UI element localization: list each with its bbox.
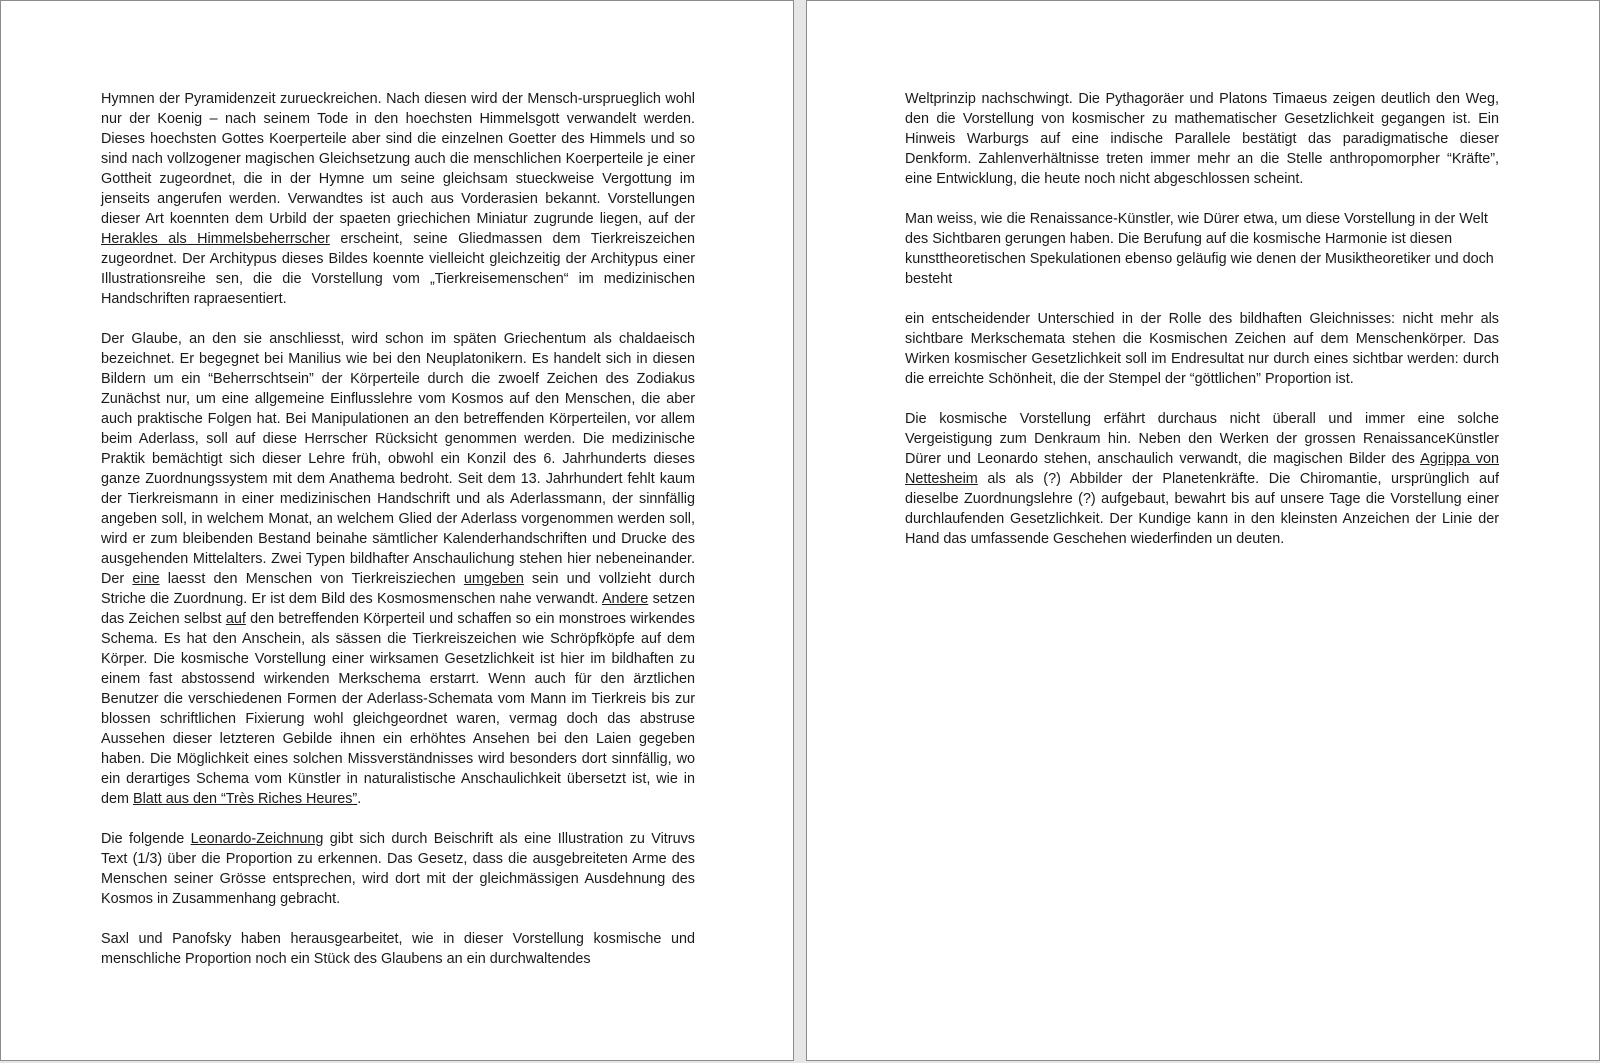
- underlined-term: Leonardo-Zeichnung: [190, 831, 324, 847]
- paragraph: [905, 309, 1499, 389]
- paragraph: [101, 89, 695, 309]
- text-run: laesst den Menschen von Tierkreisziechen: [159, 571, 464, 587]
- underlined-term: Herakles als Himmelsbeherrscher: [101, 231, 330, 247]
- paragraph: [905, 409, 1499, 549]
- underlined-term: umgeben: [463, 571, 524, 587]
- text-run: ein entscheidender Unterschied in der Rolle des bildhaften Gleichnisses: nicht mehr als sichtbare Merkschemata stehen die Kosmischen Zeichen auf dem Menschenkörper. Das Wirken kosmischer Gesetzlichkeit soll im Endresultat nur durch eines sichtbar werden: durch die erreichte Schönheit, die der Stempel der “göttlichen” Proportion ist.: [905, 311, 1499, 387]
- text-run: Die kosmische Vorstellung erfährt durchaus nicht überall und immer eine solche Vergeistigung zum Denkraum hin. Neben den Werken der grossen RenaissanceKünstler Dürer und Leonardo stehen, anschaulich verwandt, die magischen Bilder des: [905, 411, 1499, 467]
- left-page-text: [101, 89, 695, 989]
- text-run: setzen das Zeichen selbst: [101, 591, 695, 627]
- underlined-term: eine: [132, 571, 160, 587]
- text-run: erscheint, seine Gliedmassen dem Tierkreiszeichen zugeordnet. Der Architypus dieses Bildes koennte vielleicht gleichzeitig der Architypus einer Illustrationsreihe sen, die die Vorstellung vom „Tierkreisemenschen“ im medizinischen Handschriften rapraesentiert.: [101, 231, 695, 307]
- underlined-term: Agrippa von Nettesheim: [905, 451, 1499, 487]
- left-page: [0, 0, 794, 1061]
- text-run: .: [357, 791, 362, 807]
- text-run: Der Glaube, an den sie anschliesst, wird schon im späten Griechentum als chaldaeisch bezeichnet. Er begegnet bei Manilius wie bei den Neuplatonikern. Es handelt sich in diesen Bildern um ein “Beherrschtsein” der Körperteile durch die zwoelf Zeichen des Zodiakus Zunächst nur, um eine allgemeine Einflusslehre vom Kosmos auf den Menschen, die aber auch praktische Folgen hat. Bei Manipulationen an den betreffenden Körperteilen, vor allem beim Aderlass, soll auf diese Herrscher Rücksicht genommen werden. Die medizinische Praktik bemächtigt sich dieser Lehre früh, obwohl ein Konzil des 6. Jahrhunderts dieses ganze Zuordnungssystem mit dem Anathema bedroht. Seit dem 13. Jahrhundert fehlt kaum der Tierkreismann in einer medizinischen Handschrift und als Aderlassmann, der sinnfällig angeben soll, in welchem Monat, an welchem Glied der Aderlass vorgenommen werden soll, wird er zum bleibenden Bestand beinahe sämtlicher Kalenderhandschriften und Drucke des ausgehenden Mittelalters. Zwei Typen bildhafter Anschaulichung stehen hier nebeneinander. Der: [101, 331, 695, 587]
- paragraph: [905, 209, 1499, 289]
- text-run: Saxl und Panofsky haben herausgearbeitet, wie in dieser Vorstellung kosmische und menschliche Proportion noch ein Stück des Glaubens an ein durchwaltendes: [101, 931, 695, 967]
- paragraph: [101, 329, 695, 809]
- underlined-term: auf: [225, 611, 246, 627]
- text-run: als als (?) Abbilder der Planetenkräfte. Die Chiromantie, ursprünglich auf dieselbe Zuordnungslehre (?) aufgebaut, bewahrt bis auf unsere Tage die Vorstellung einer durchlaufenden Gesetzlichkeit. Der Kundige kann in den kleinsten Anzeichen der Linie der Hand das umfassende Geschehen wiederfinden un deuten.: [905, 471, 1499, 547]
- right-page-text: [905, 89, 1499, 569]
- paragraph: [101, 929, 695, 969]
- right-page: [806, 0, 1600, 1061]
- text-run: gibt sich durch Beischrift als eine Illustration zu Vitruvs Text (1/3) über die Proportion zu erkennen. Das Gesetz, dass die ausgebreiteten Arme des Menschen seiner Grösse entsprechen, wird dort mit der gleichmässigen Ausdehnung des Kosmos in Zusammenhang gebracht.: [101, 831, 695, 907]
- text-run: den betreffenden Körperteil und schaffen so ein monstroes wirkendes Schema. Es hat den Anschein, als sässen die Tierkreiszeichen wie Schröpfköpfe auf dem Körper. Die kosmische Vorstellung einer wirksamen Gesetzlichkeit ist hier im bildhaften zu einem fast abstossend wirkenden Merkschema erstarrt. Wenn auch für den ärztlichen Benutzer die verschiedenen Formen der Aderlass-Schemata vom Mann im Tierkreis bis zur blossen schriftlichen Fixierung wohl gleichgeordnet waren, vermag doch das abstruse Aussehen dieser letzteren Gebilde ihnen ein erhöhtes Ansehen bei den Laien gegeben haben. Die Möglichkeit eines solchen Missverständnisses wird besonders dort sinnfällig, wo ein derartiges Schema vom Künstler in naturalistische Anschaulichkeit übersetzt ist, wie in dem: [101, 611, 695, 807]
- text-run: Hymnen der Pyramidenzeit zurueckreichen. Nach diesen wird der Mensch-ursprueglich wohl nur der Koenig – nach seinem Tode in den hoechsten Himmelsgott verwandelt werden. Dieses hoechsten Gottes Koerperteile aber sind die einzelnen Goetter des Himmels und so sind nach vollzogener magischen Gleichsetzung auch die menschlichen Koerperteile je einer Gottheit zugeordnet, die in der Hymne um seine gleichsam stueckweise Vergottung im jenseits angerufen werden. Verwandtes ist auch aus Vorderasien bekannt. Vorstellungen dieser Art koennten dem Urbild der spaeten griechichen Miniatur zugrunde liegen, auf der: [101, 91, 695, 227]
- text-run: sein und vollzieht durch Striche die Zuordnung. Er ist dem Bild des Kosmosmenschen nahe verwandt.: [101, 571, 695, 607]
- paragraph: [101, 829, 695, 909]
- underlined-term: Blatt aus den “Très Riches Heures”: [133, 791, 358, 807]
- underlined-term: Andere: [601, 591, 649, 607]
- text-run: Die folgende: [101, 831, 191, 847]
- text-run: Man weiss, wie die Renaissance-Künstler, wie Dürer etwa, um diese Vorstellung in der Welt des Sichtbaren gerungen haben. Die Berufung auf die kosmische Harmonie ist diesen kunsttheoretischen Spekulationen ebenso geläufig wie denen der Musiktheoretiker und doch besteht: [905, 211, 1494, 287]
- text-run: Weltprinzip nachschwingt. Die Pythagoräer und Platons Timaeus zeigen deutlich den Weg, den die Vorstellung von kosmischer zu mathematischer Gesetzlichkeit gegangen ist. Ein Hinweis Warburgs auf eine indische Parallele bestätigt das paradigmatische dieser Denkform. Zahlenverhältnisse treten immer mehr an die Stelle anthropomorpher “Kräfte”, eine Entwicklung, die heute noch nicht abgeschlossen scheint.: [905, 91, 1499, 187]
- paragraph: [905, 89, 1499, 189]
